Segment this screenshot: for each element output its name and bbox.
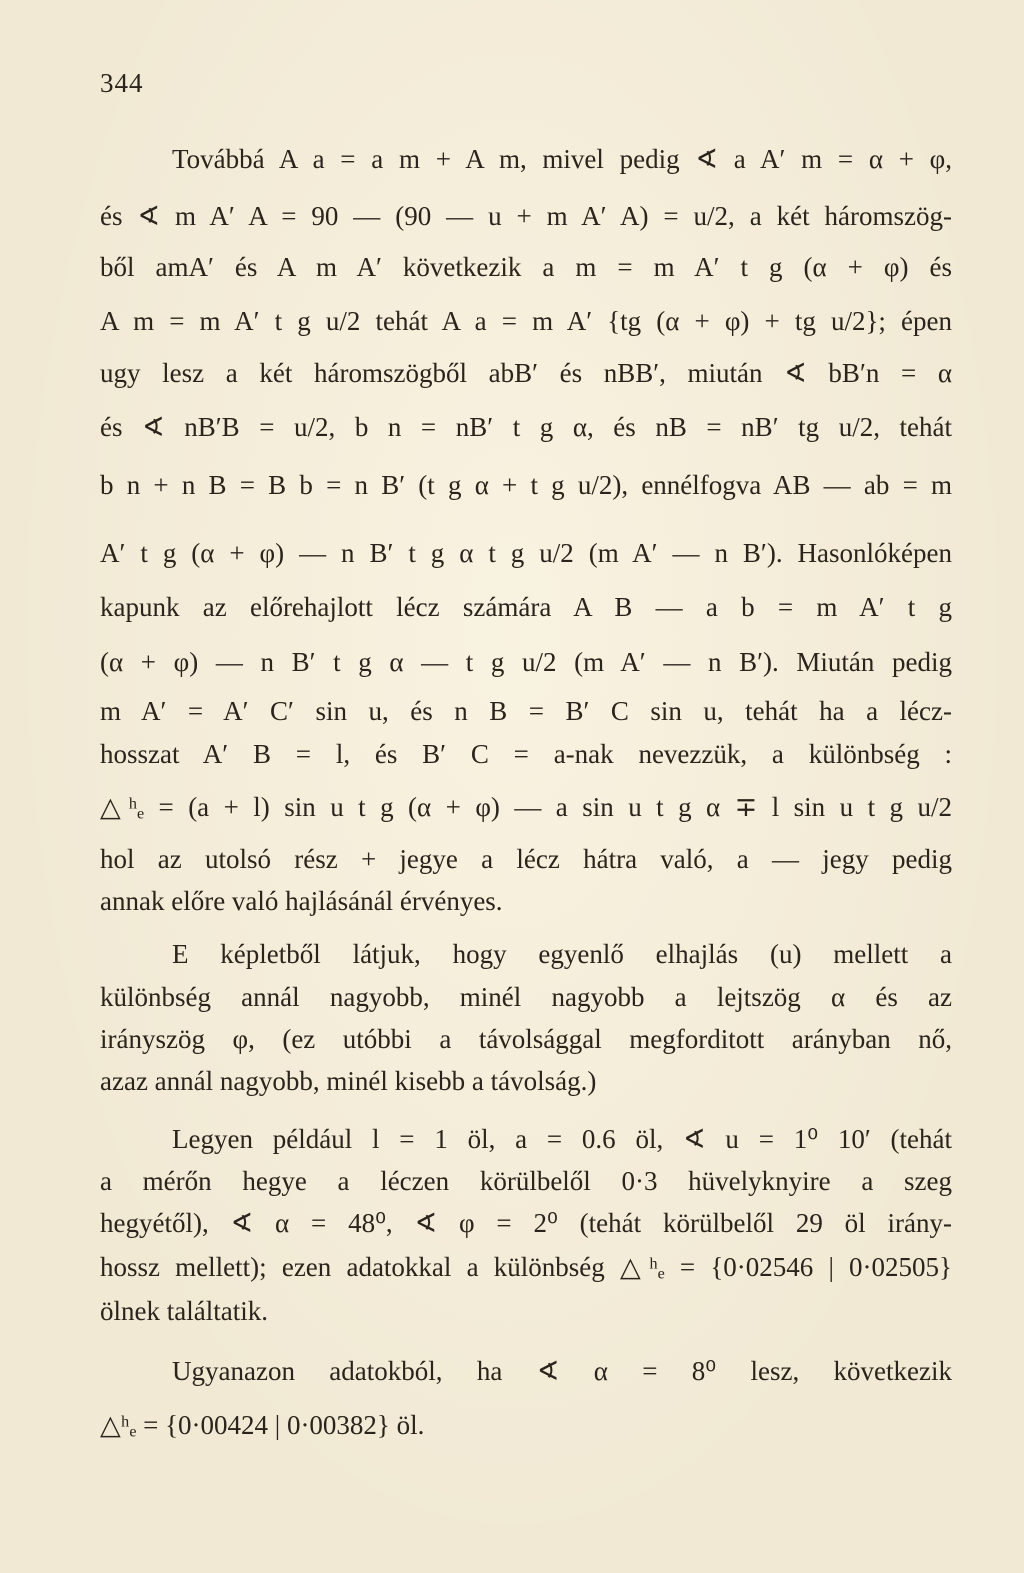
- text-line: hegyétől), ∢ α = 48⁰, ∢ φ = 2⁰ (tehát körülbelől 29 öl irány-: [100, 1208, 952, 1238]
- text-line: azaz annál nagyobb, minél kisebb a távolság.): [100, 1066, 597, 1096]
- text-line: kapunk az előrehajlott lécz számára A B — a b = m A′ t g: [100, 592, 952, 622]
- text-line: hol az utolsó rész + jegye a lécz hátra való, a — jegy pedig: [100, 844, 952, 874]
- text-line: Ugyanazon adatokból, ha ∢ α = 8⁰ lesz, következik: [172, 1356, 952, 1386]
- text-line: hossz mellett); ezen adatokkal a különbség △ʰₑ = {0·02546 | 0·02505}: [100, 1252, 952, 1282]
- text-line: Legyen például l = 1 öl, a = 0.6 öl, ∢ u = 1⁰ 10′ (tehát: [172, 1124, 952, 1154]
- formula-line: △ʰₑ = (a + l) sin u t g (α + φ) — a sin u t g α ∓ l sin u t g u/2: [100, 792, 952, 822]
- text-line: A′ t g (α + φ) — n B′ t g α t g u/2 (m A′ — n B′). Hasonlóképen: [100, 538, 952, 568]
- text-line: m A′ = A′ C′ sin u, és n B = B′ C sin u, tehát ha a lécz-: [100, 696, 952, 726]
- text-line: b n + n B = B b = n B′ (t g α + t g u/2), ennélfogva AB — ab = m: [100, 470, 952, 500]
- text-line: különbség annál nagyobb, minél nagyobb a lejtszög α és az: [100, 982, 952, 1012]
- formula-line: △ʰₑ = {0·00424 | 0·00382} öl.: [100, 1410, 425, 1440]
- text-line: ölnek találtatik.: [100, 1296, 268, 1326]
- text-line: a mérőn hegye a léczen körülbelől 0·3 hüvelyknyire a szeg: [100, 1166, 952, 1196]
- text-line: hosszat A′ B = l, és B′ C = a-nak nevezzük, a különbség :: [100, 739, 952, 769]
- page-number: 344: [100, 68, 144, 98]
- text-line: (α + φ) — n B′ t g α — t g u/2 (m A′ — n B′). Miután pedig: [100, 647, 952, 677]
- text-line: A m = m A′ t g u/2 tehát A a = m A′ {tg (α + φ) + tg u/2}; épen: [100, 306, 952, 336]
- text-line: ből amA′ és A m A′ következik a m = m A′ t g (α + φ) és: [100, 252, 952, 282]
- text-line: annak előre való hajlásánál érvényes.: [100, 886, 503, 916]
- text-line: és ∢ m A′ A = 90 — (90 — u + m A′ A) = u/2, a két háromszög-: [100, 201, 952, 231]
- text-line: ugy lesz a két háromszögből abB′ és nBB′, miután ∢ bB′n = α: [100, 358, 952, 388]
- text-line: irányszög φ, (ez utóbbi a távolsággal megforditott arányban nő,: [100, 1024, 952, 1054]
- text-line: Továbbá A a = a m + A m, mivel pedig ∢ a A′ m = α + φ,: [172, 144, 952, 174]
- text-line: E képletből látjuk, hogy egyenlő elhajlás (u) mellett a: [172, 939, 952, 969]
- text-line: és ∢ nB′B = u/2, b n = nB′ t g α, és nB = nB′ tg u/2, tehát: [100, 412, 952, 442]
